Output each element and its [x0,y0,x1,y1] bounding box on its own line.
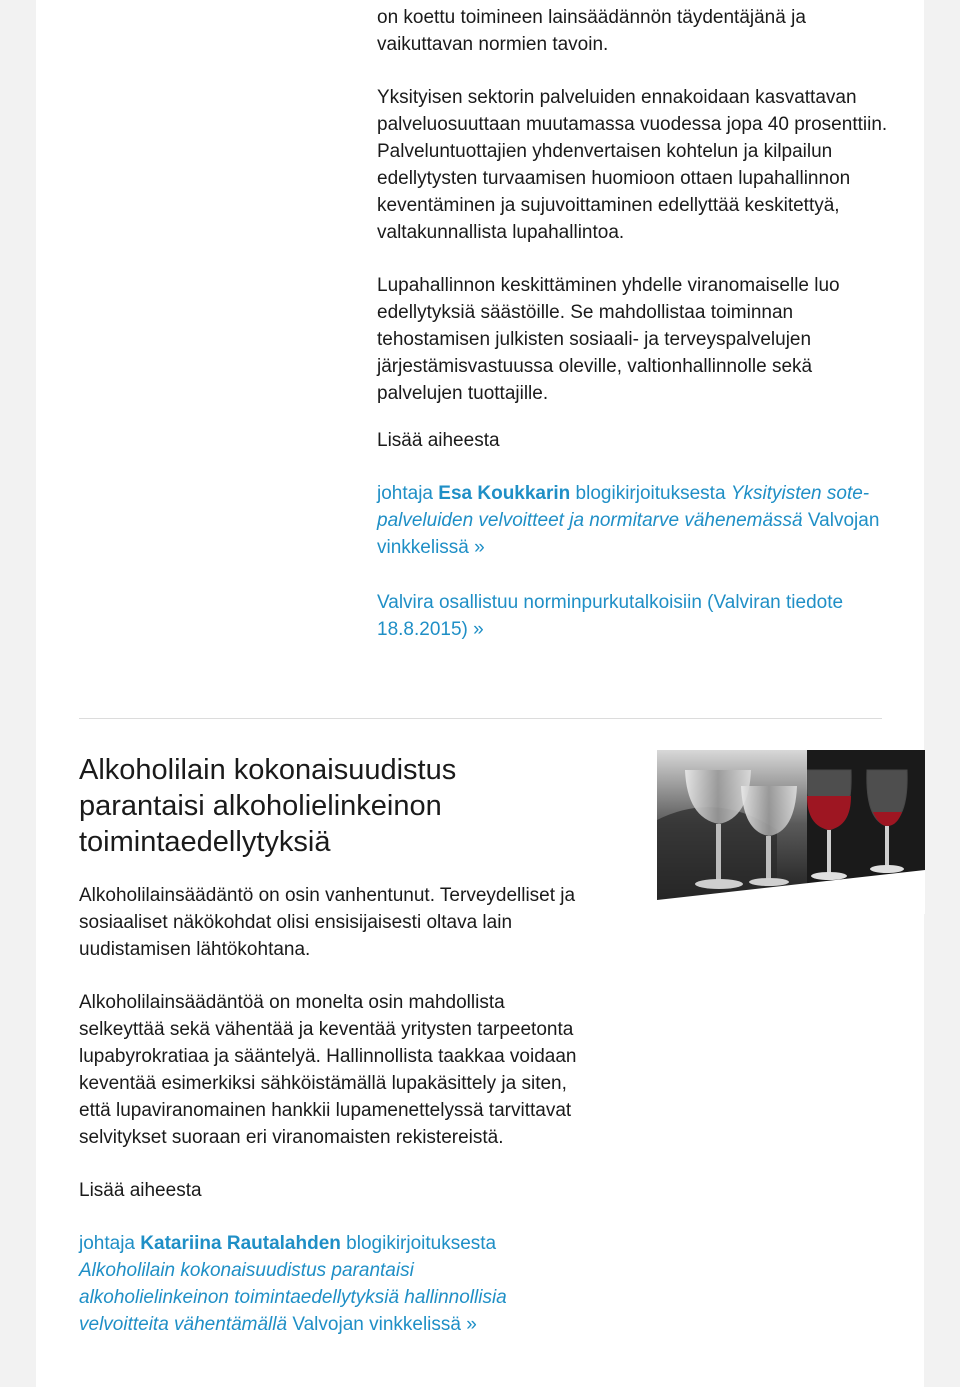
link-title: Alkoholilain kokonaisuudistus parantaisi alkoholielinkeinon toimintaedellytyksiä hallinnollisia velvoitteita vähentämällä [79,1260,507,1335]
link-author: Katariina Rautalahden [140,1233,341,1254]
paragraph: Lupahallinnon keskittäminen yhdelle viranomaiselle luo edellytyksiä säästöille. Se mahdollistaa toiminnan tehostamisen julkisten sosiaali- ja terveyspalvelujen järjestämisvastuussa oleville, valtionhallinnolle sekä palvelujen tuottajille. [377,275,840,404]
section-divider [79,718,882,719]
paragraph: Yksityisen sektorin palveluiden ennakoidaan kasvattavan palveluosuuttaan muutamassa vuodessa jopa 40 prosenttiin. Palveluntuottajien yhdenvertaisen kohtelun ja kilpailun edellytysten turvaamisen huomioon ottaen lupahallinnon keventäminen ja sujuvoittaminen edellyttää keskitettyä, valtakunnallista lupahallintoa. [377,87,888,243]
blog-link-koukkari[interactable] [377,480,897,561]
paragraph: on koettu toimineen lainsäädännön täydentäjänä ja vaikuttavan normien tavoin. [377,7,806,55]
link-mid: blogikirjoituksesta [570,483,731,504]
wine-glasses-photo [657,750,925,914]
more-heading: Lisää aiheesta [79,1180,202,1201]
blog-link-rautalahti[interactable] [79,1230,549,1338]
link-mid: blogikirjoituksesta [340,1233,497,1254]
alcohol-law-article [79,752,882,1338]
article-body: Alkoholilainsäädäntöä on monelta osin mahdollista selkeyttää sekä vähentää ja keventää yritysten tarpeetonta lupabyrokratiaa ja sääntelyä. Hallinnollista taakkaa voidaan keventää esimerkiksi sähköistämällä lupakäsittely ja siten, että lupaviranomainen hankkii lupamenettelyssä tarvittavat selvitykset suoraan eri viranomaisten rekistereistä. [79,992,577,1148]
link-author: Esa Koukkarin [438,483,571,504]
top-article-continuation [377,4,897,669]
link-suffix: Valvojan vinkkelissä » [377,510,880,558]
link-title: Yksityisten sote-palveluiden velvoitteet ja normitarve vähenemässä [377,483,870,531]
link-suffix: Valvojan vinkkelissä » [287,1314,477,1335]
press-release-link[interactable]: Valvira osallistuu norminpurkutalkoisiin (Valviran tiedote 18.8.2015) » [377,592,844,640]
article-lead: Alkoholilainsäädäntö on osin vanhentunut. Terveydelliset ja sosiaaliset näkökohdat olisi ensisijaisesti oltava lain uudistamisen lähtökohtana. [79,885,576,960]
wine-glasses-icon [657,750,925,914]
more-heading: Lisää aiheesta [377,430,500,451]
link-prefix: johtaja [79,1233,141,1254]
link-prefix: johtaja [377,483,439,504]
article-title: Alkoholilain kokonaisuudistus parantaisi alkoholielinkeinon toimintaedellytyksiä [79,754,457,858]
newsletter-page [36,0,924,1387]
